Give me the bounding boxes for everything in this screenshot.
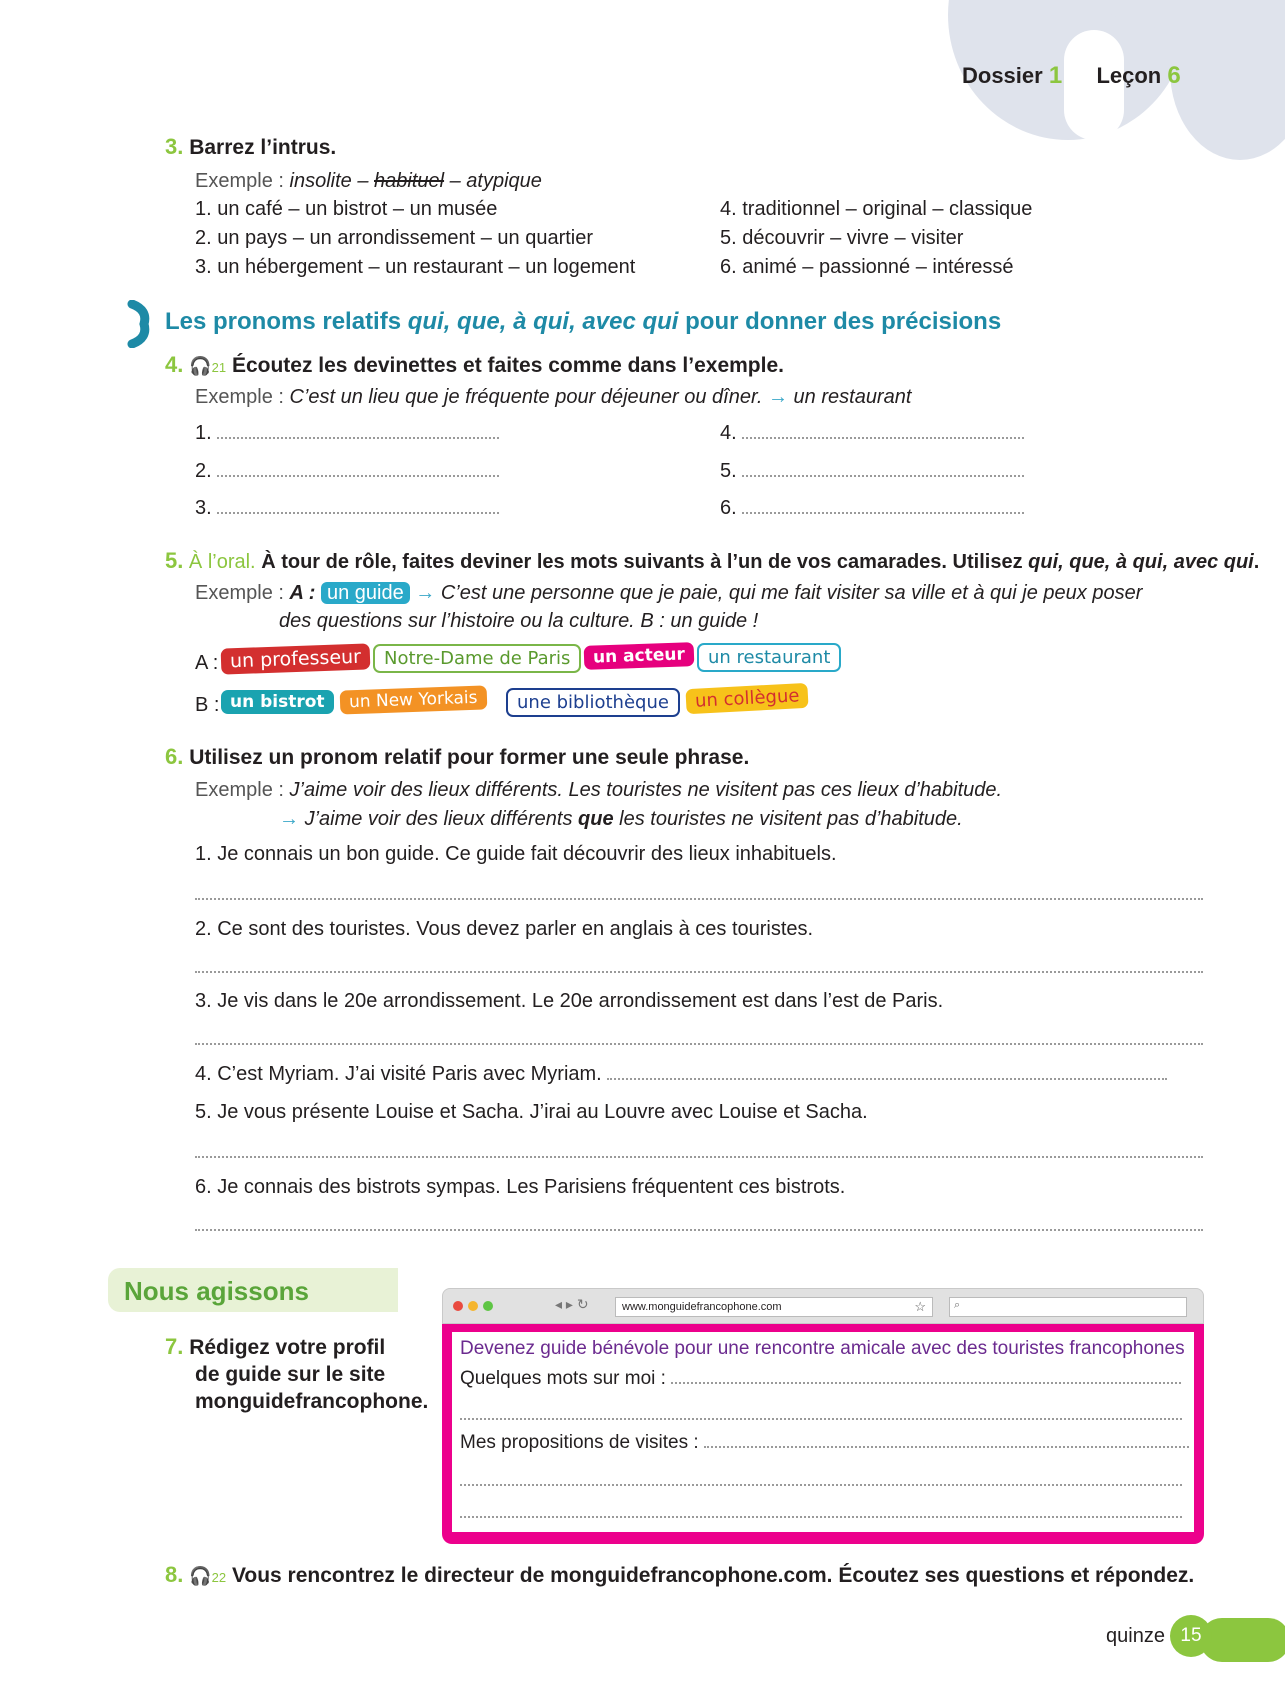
pronoun-list: qui, que, à qui, avec qui xyxy=(1028,551,1254,573)
word-tag[interactable]: un bistrot xyxy=(221,690,334,714)
list-item: 1. un café – un bistrot – un musée xyxy=(195,198,498,220)
list-item: 3. Je vis dans le 20e arrondissement. Le 20e arrondissement est dans l’est de Paris. xyxy=(195,990,944,1012)
example-text: – atypique xyxy=(449,170,542,192)
exercise-5-title: 5. À l’oral. À tour de rôle, faites deviner les mots suivants à l’un de vos camarades. Utilisez qui, que, à qui, avec qui. xyxy=(165,548,1260,573)
exercise-6-answer: → J’aime voir des lieux différents que les touristes ne visitent pas d’habitude. xyxy=(279,808,963,830)
form-title: Devenez guide bénévole pour une rencontre amicale avec des touristes francophones xyxy=(460,1338,1185,1359)
visits-field[interactable] xyxy=(460,1432,1189,1454)
list-item: 4. C’est Myriam. J’ai visité Paris avec Myriam. xyxy=(195,1063,1167,1086)
dossier-number: 1 xyxy=(1048,62,1063,89)
exercise-number: 3. xyxy=(165,134,184,159)
answer-line[interactable]: 1. xyxy=(195,422,499,445)
answer-line[interactable] xyxy=(460,1516,1182,1518)
example-text: insolite – xyxy=(289,170,369,192)
exercise-4-example: Exemple : C’est un lieu que je fréquente pour déjeuner ou dîner. → un restaurant xyxy=(195,386,912,408)
word-tag[interactable]: un acteur xyxy=(584,642,695,670)
browser-toolbar xyxy=(442,1288,1204,1324)
list-item: 5. Je vous présente Louise et Sacha. J’irai au Louvre avec Louise et Sacha. xyxy=(195,1101,868,1123)
exercise-4-title xyxy=(165,352,784,378)
exercise-instruction: Barrez l’intrus. xyxy=(189,136,337,159)
headphones-icon: 🎧22 xyxy=(189,1566,227,1586)
maximize-dot-icon xyxy=(483,1301,493,1311)
exercise-8-title: 8. 🎧22 Vous rencontrez le directeur de monguidefrancophone.com. Écoutez ses questions et répondez. xyxy=(165,1562,1195,1587)
lecon-number: 6 xyxy=(1167,62,1181,89)
nous-agissons-banner xyxy=(108,1268,398,1312)
word-tag[interactable]: un New Yorkais xyxy=(340,685,487,714)
answer-line[interactable] xyxy=(195,898,1203,900)
answer-line[interactable] xyxy=(460,1418,1182,1420)
word-tag[interactable]: un professeur xyxy=(221,643,371,674)
struck-word: habituel xyxy=(374,170,445,192)
page-number: 15 xyxy=(1170,1615,1212,1657)
header-blob-3 xyxy=(1170,0,1285,160)
answer-line[interactable] xyxy=(460,1484,1182,1486)
search-icon: ⌕ xyxy=(954,1299,961,1311)
answer-line[interactable]: 3. xyxy=(195,497,499,520)
word-tag[interactable]: Notre-Dame de Paris xyxy=(373,644,581,673)
headphones-icon: 🎧21 xyxy=(189,356,227,376)
exercise-instruction: Écoutez les devinettes et faites comme dans l’exemple. xyxy=(231,354,784,377)
exercise-number: 4. xyxy=(165,352,184,377)
list-item: 4. traditionnel – original – classique xyxy=(720,198,1033,220)
answer-line[interactable]: 5. xyxy=(720,460,1024,483)
answer-line[interactable] xyxy=(195,1156,1203,1158)
track-number: 22 xyxy=(211,1570,227,1585)
row-b-label: B : xyxy=(195,694,220,716)
example-label: Exemple : xyxy=(195,170,284,192)
about-me-field[interactable] xyxy=(460,1368,1181,1390)
search-input[interactable] xyxy=(949,1297,1187,1317)
answer-line[interactable] xyxy=(195,1043,1203,1045)
word-tag[interactable]: un collègue xyxy=(685,683,809,714)
answer-line[interactable] xyxy=(195,971,1203,973)
oral-label: À l’oral. xyxy=(188,551,256,573)
exercise-5-example: Exemple : A : un guide → C’est une personne que je paie, qui me fait visiter sa ville et à qui je peux poser xyxy=(195,582,1143,604)
list-item: 6. animé – passionné – intéressé xyxy=(720,256,1014,278)
exercise-5-example-cont: des questions sur l’histoire ou la culture. B : un guide ! xyxy=(279,610,759,632)
row-a-label: A : xyxy=(195,652,219,674)
lesson-header xyxy=(962,62,1181,90)
exercise-7-title: 7. Rédigez votre profil de guide sur le site monguidefrancophone. xyxy=(165,1334,429,1413)
answer-line[interactable]: 2. xyxy=(195,460,499,483)
profile-form-frame xyxy=(442,1324,1204,1544)
exercise-instruction: Vous rencontrez le directeur de monguidefrancophone.com. Écoutez ses questions et répondez. xyxy=(231,1564,1195,1587)
list-item: 2. un pays – un arrondissement – un quartier xyxy=(195,227,594,249)
browser-mockup xyxy=(442,1288,1204,1544)
exercise-3-title xyxy=(165,134,336,160)
answer-line[interactable] xyxy=(195,1229,1203,1231)
list-item: 3. un hébergement – un restaurant – un logement xyxy=(195,256,636,278)
section-title: Les pronoms relatifs qui, que, à qui, avec qui pour donner des précisions xyxy=(165,308,1002,335)
url-text: www.monguidefrancophone.com xyxy=(622,1301,782,1313)
chevron-icon xyxy=(124,300,156,348)
field-label: Quelques mots sur moi : xyxy=(460,1368,666,1389)
list-item: 5. découvrir – vivre – visiter xyxy=(720,227,964,249)
word-tag[interactable]: un restaurant xyxy=(697,643,841,672)
exercise-6-example: Exemple : J’aime voir des lieux différents. Les touristes ne visitent pas ces lieux d’habitude. xyxy=(195,779,1003,801)
exercise-3-example xyxy=(195,170,542,193)
back-forward-icon[interactable]: ◂ ▸ ↻ xyxy=(555,1296,589,1312)
close-dot-icon xyxy=(453,1301,463,1311)
list-item: 1. Je connais un bon guide. Ce guide fait découvrir des lieux inhabituels. xyxy=(195,843,837,865)
list-item: 6. Je connais des bistrots sympas. Les Parisiens fréquentent ces bistrots. xyxy=(195,1176,846,1198)
word-tag[interactable]: une bibliothèque xyxy=(506,688,680,717)
answer-line[interactable]: 6. xyxy=(720,497,1024,520)
exercise-instruction: À tour de rôle, faites deviner les mots suivants à l’un de vos camarades. Utilisez xyxy=(261,551,1023,573)
address-bar[interactable] xyxy=(615,1297,933,1317)
minimize-dot-icon xyxy=(468,1301,478,1311)
example-tag: un guide xyxy=(321,582,410,604)
dossier-label: Dossier xyxy=(962,63,1043,88)
profile-form xyxy=(452,1332,1194,1532)
answer-line[interactable]: 4. xyxy=(720,422,1024,445)
exercise-6-title: 6. Utilisez un pronom relatif pour former une seule phrase. xyxy=(165,744,750,769)
banner-label: Nous agissons xyxy=(124,1276,309,1306)
list-item: 2. Ce sont des touristes. Vous devez parler en anglais à ces touristes. xyxy=(195,918,814,940)
field-label: Mes propositions de visites : xyxy=(460,1432,699,1453)
lecon-label: Leçon xyxy=(1096,63,1162,88)
exercise-number: 5. xyxy=(165,548,184,573)
page-blob xyxy=(1200,1618,1285,1662)
star-icon[interactable]: ☆ xyxy=(914,1299,926,1314)
track-number: 21 xyxy=(211,360,227,375)
page-word: quinze xyxy=(1106,1625,1165,1647)
